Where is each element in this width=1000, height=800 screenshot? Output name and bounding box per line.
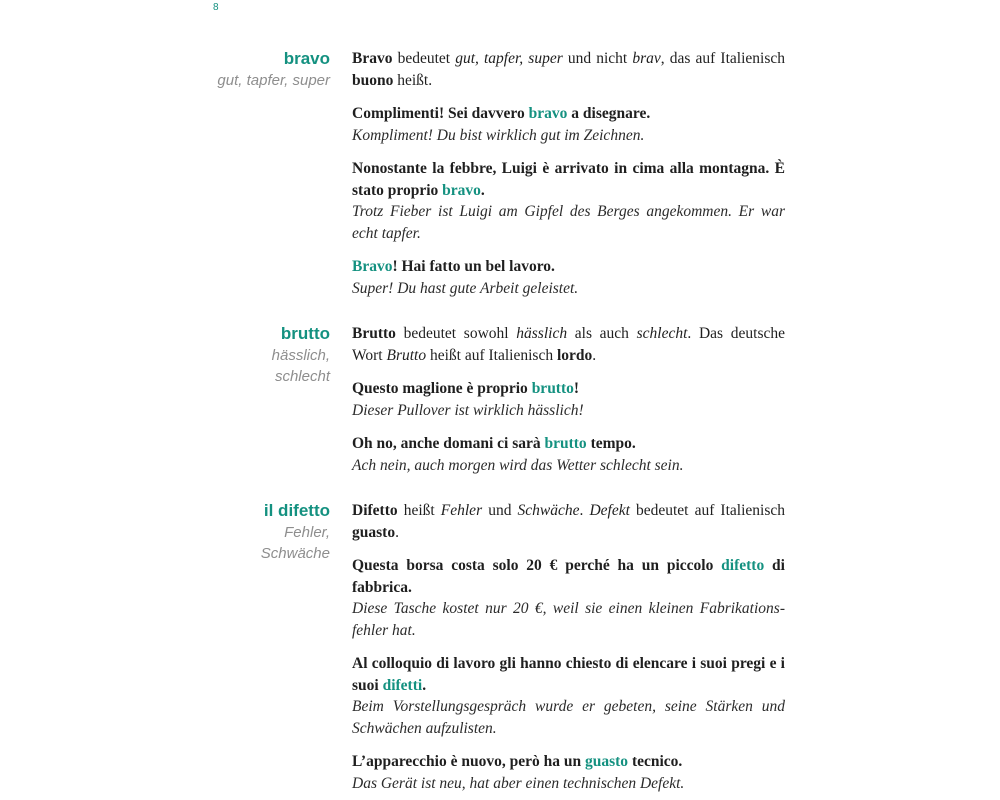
example-italian: Complimenti! Sei davvero bravo a disegnare. bbox=[352, 105, 651, 122]
headword: il difetto bbox=[263, 501, 330, 520]
example-block bbox=[352, 378, 785, 421]
page-number: 8 bbox=[213, 2, 219, 13]
example-italian: Al colloquio di lavoro gli hanno chiesto di elencare i suoi pregi e i suoi difetti. bbox=[352, 655, 785, 694]
example-italian: Bravo! Hai fatto un bel lavoro. bbox=[352, 258, 555, 275]
entry bbox=[213, 323, 1000, 476]
example-block bbox=[352, 555, 785, 641]
example-italian: Oh no, anche domani ci sarà brutto tempo. bbox=[352, 435, 636, 452]
example-german: Ach nein, auch morgen wird das Wetter schlecht sein. bbox=[352, 456, 684, 474]
example-italian: Questa borsa costa solo 20 € perché ha un piccolo difetto di fabbrica. bbox=[352, 557, 785, 596]
definition-text: Bravo bedeutet gut, tapfer, super und nicht brav, das auf Italienisch buono heißt. bbox=[352, 50, 785, 89]
example-block bbox=[352, 433, 785, 476]
example-block bbox=[352, 653, 785, 739]
headword-gloss: Fehler, Schwäche bbox=[260, 523, 330, 562]
entry-body bbox=[352, 48, 785, 299]
entry-margin bbox=[213, 500, 330, 794]
entry-body bbox=[352, 323, 785, 476]
definition-block bbox=[352, 500, 785, 543]
entry bbox=[213, 500, 1000, 794]
example-block bbox=[352, 751, 785, 794]
definition-block bbox=[352, 323, 785, 366]
example-german: Beim Vorstellungsgespräch wurde er gebeten, seine Stärken und Schwächen aufzulisten. bbox=[352, 698, 785, 737]
example-german: Diese Tasche kostet nur 20 €, weil sie einen kleinen Fabrikationsfehler hat. bbox=[352, 600, 785, 639]
example-german: Dieser Pullover ist wirklich hässlich! bbox=[352, 401, 584, 419]
example-german: Das Gerät ist neu, hat aber einen technischen Defekt. bbox=[352, 774, 685, 792]
entries bbox=[213, 48, 1000, 794]
headword: brutto bbox=[280, 324, 330, 343]
entry-body bbox=[352, 500, 785, 794]
entry-margin bbox=[213, 48, 330, 299]
entry-margin bbox=[213, 323, 330, 476]
example-german: Super! Du hast gute Arbeit geleistet. bbox=[352, 279, 579, 297]
definition-text: Brutto bedeutet sowohl hässlich als auch schlecht. Das deutsche Wort Brutto heißt auf Italienisch lordo. bbox=[352, 325, 785, 364]
example-german: Kompliment! Du bist wirklich gut im Zeichnen. bbox=[352, 126, 645, 144]
example-italian: Questo maglione è proprio brutto! bbox=[352, 380, 580, 397]
example-german: Trotz Fieber ist Luigi am Gipfel des Berges angekommen. Er war echt tapfer. bbox=[352, 203, 785, 242]
example-block bbox=[352, 103, 785, 146]
headword-gloss: hässlich, schlecht bbox=[271, 346, 330, 385]
example-italian: Nonostante la febbre, Luigi è arrivato in cima alla montagna. È stato proprio bravo. bbox=[352, 160, 785, 199]
headword-gloss: gut, tapfer, super bbox=[217, 71, 330, 89]
example-italian: L’apparecchio è nuovo, però ha un guasto tecnico. bbox=[352, 753, 683, 770]
example-block bbox=[352, 256, 785, 299]
definition-block bbox=[352, 48, 785, 91]
example-block bbox=[352, 158, 785, 244]
entry bbox=[213, 48, 1000, 299]
definition-text: Difetto heißt Fehler und Schwäche. Defekt bedeutet auf Italienisch guasto. bbox=[352, 502, 785, 541]
headword: bravo bbox=[283, 49, 330, 68]
